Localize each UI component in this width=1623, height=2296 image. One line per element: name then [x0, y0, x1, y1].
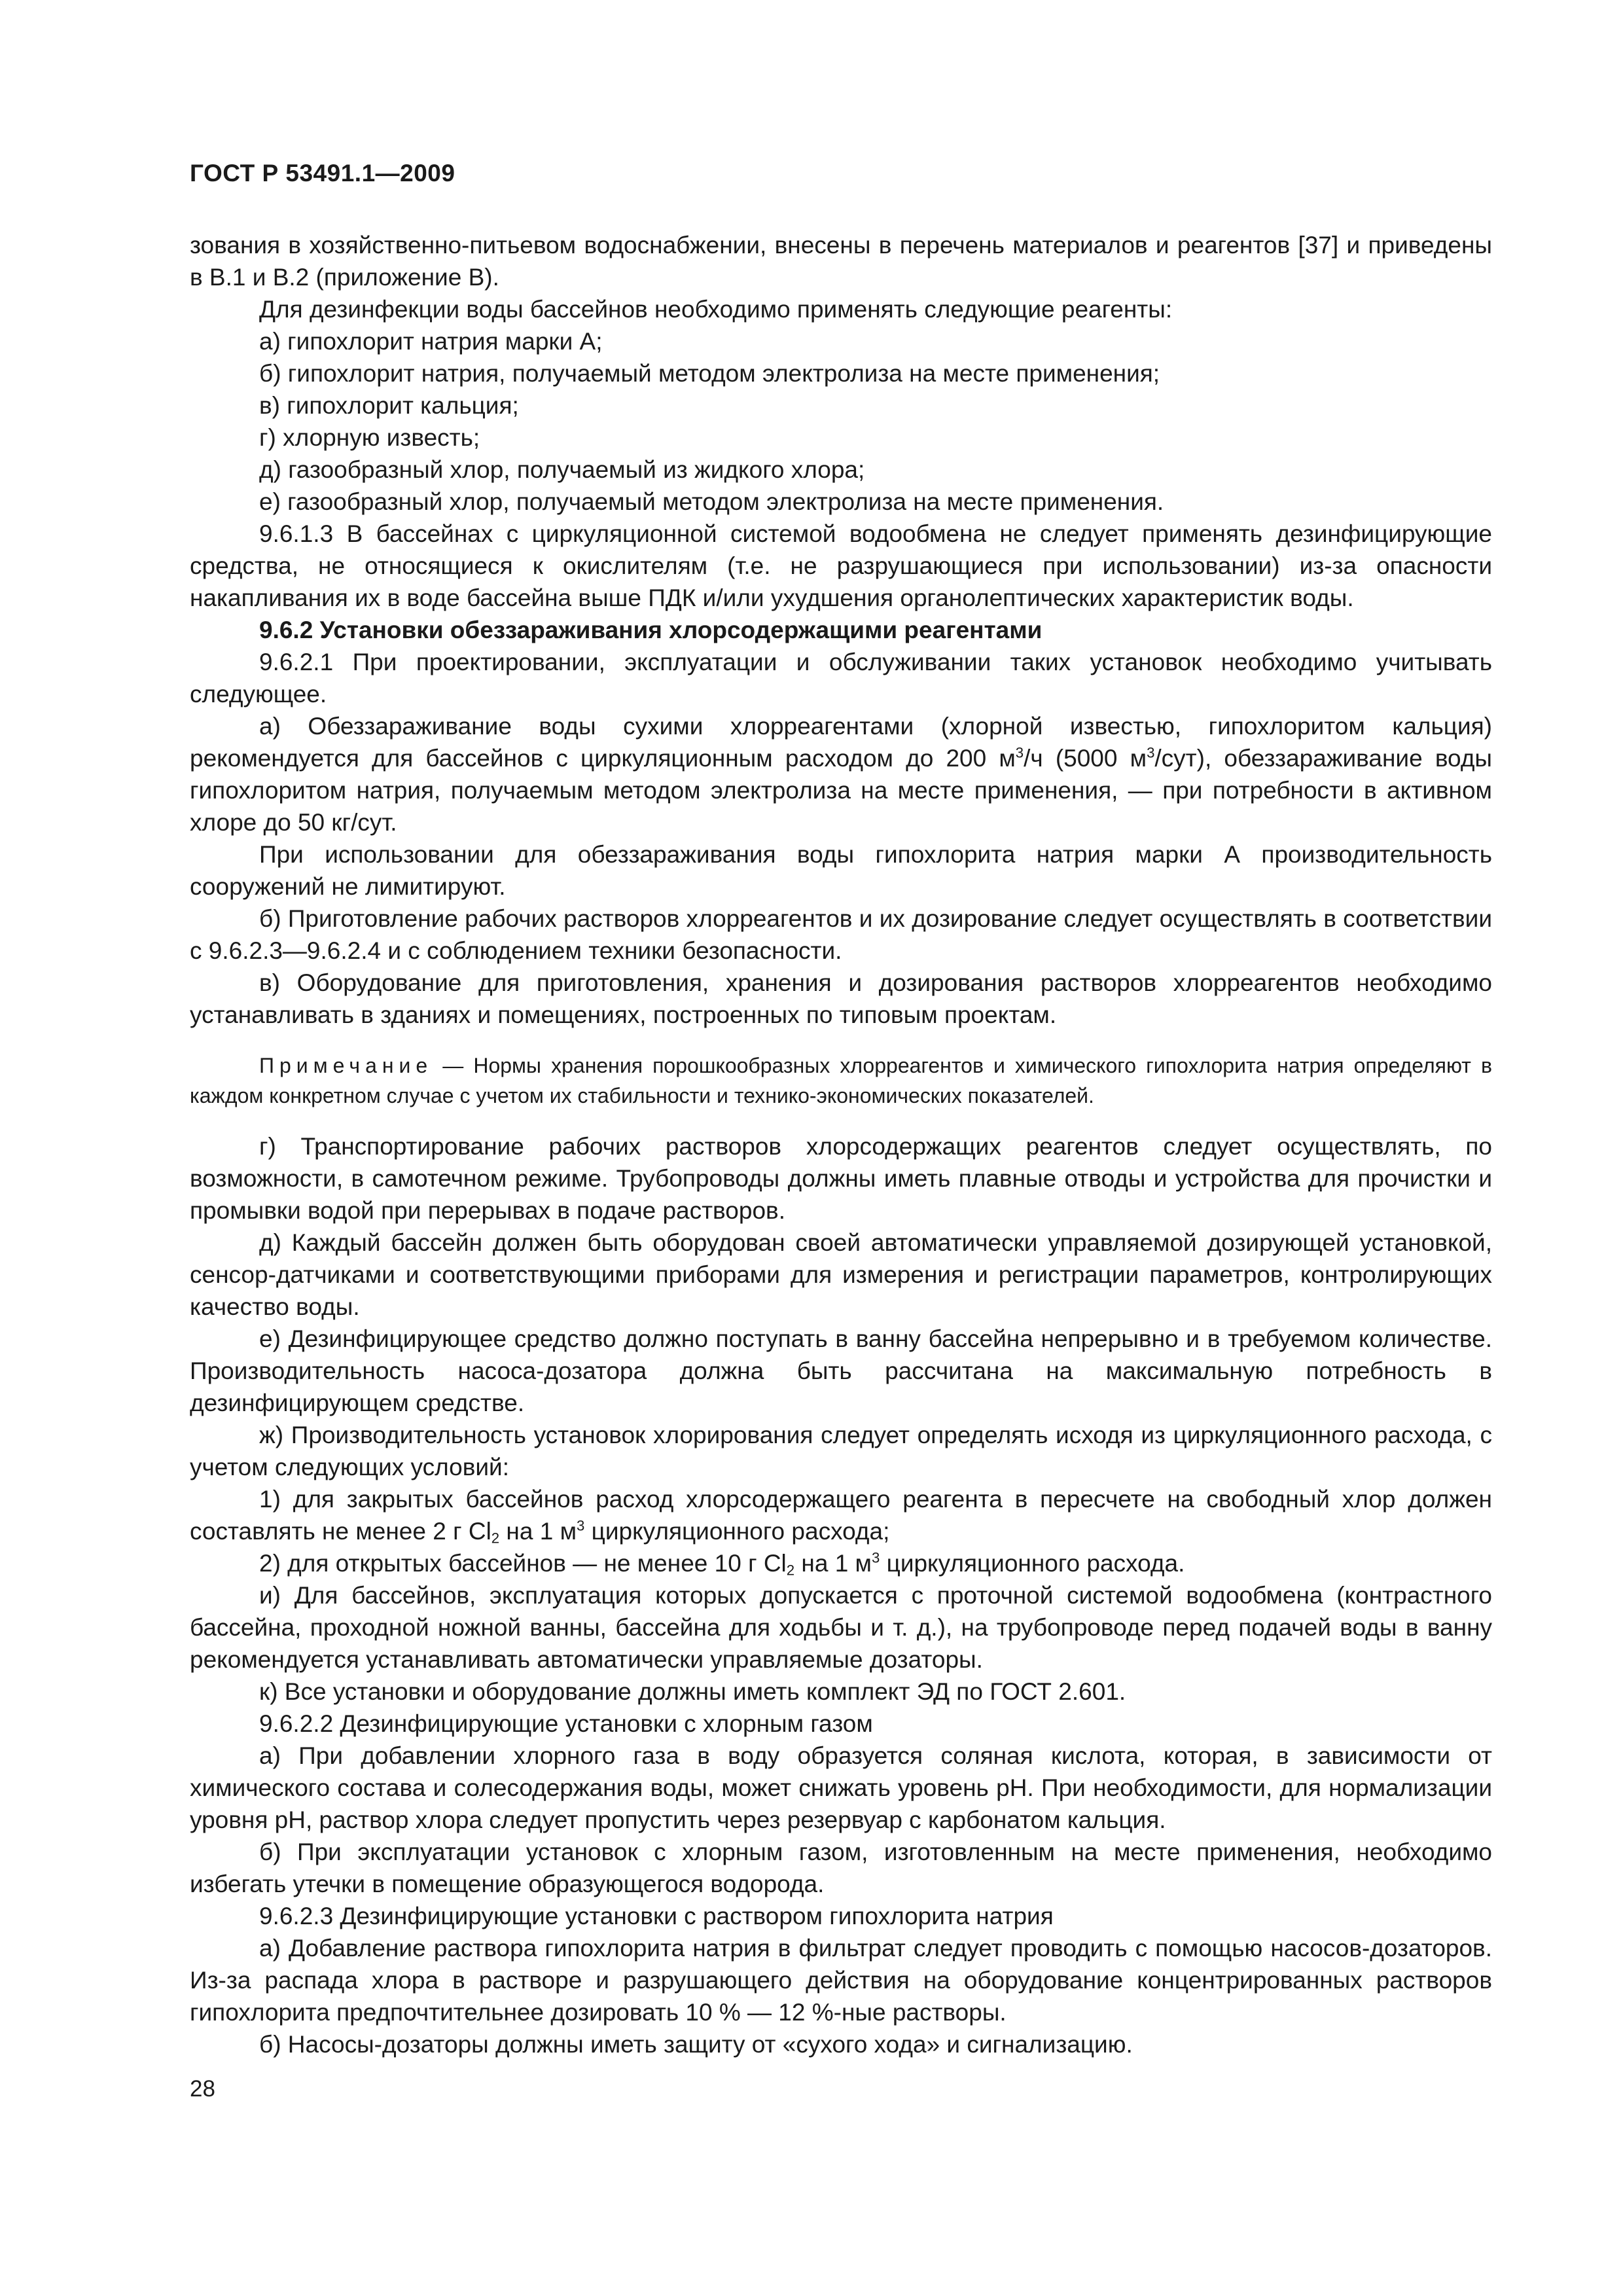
text-run: г) хлорную известь;	[259, 424, 480, 451]
paragraph	[190, 838, 1492, 903]
paragraph	[190, 1740, 1492, 1836]
paragraph	[190, 293, 1492, 325]
text-run: д) газообразный хлор, получаемый из жидкого хлора;	[259, 456, 865, 483]
text-run: зования в хозяйственно-питьевом водоснабжении, внесены в перечень материалов и реагентов [37] и приведены в В.1 и В.2 (приложение В).	[190, 232, 1492, 291]
paragraph	[190, 1900, 1492, 1932]
subscript: 2	[786, 1562, 795, 1579]
text-run: 9.6.2.3 Дезинфицирующие установки с раствором гипохлорита натрия	[259, 1903, 1054, 1929]
text-run: 9.6.2 Установки обеззараживания хлорсодержащими реагентами	[259, 617, 1043, 643]
text-run: д) Каждый бассейн должен быть оборудован своей автоматически управляемой дозирующей установкой, сенсор-датчиками и соответствующими приборами для измерения и регистрации параметров, контролирующих качество воды.	[190, 1229, 1492, 1320]
text-run: 9.6.2.2 Дезинфицирующие установки с хлорным газом	[259, 1710, 873, 1737]
text-run: и) Для бассейнов, эксплуатация которых допускается с проточной системой водообмена (контрастного бассейна, проходной ножной ванны, бассейна для ходьбы и т. д.), на трубопроводе перед подачей воды в ванну рекомендуется устанавливать автоматически управляемые дозаторы.	[190, 1582, 1492, 1673]
superscript: 3	[872, 1549, 880, 1566]
paragraph	[190, 325, 1492, 357]
note	[190, 1050, 1492, 1111]
text-run: Для дезинфекции воды бассейнов необходимо применять следующие реагенты:	[259, 296, 1173, 323]
paragraph	[190, 1483, 1492, 1547]
text-run: /сут), обеззараживание воды гипохлоритом натрия, получаемым методом электролиза на месте применения, — при потребности в активном хлоре до 50 кг/сут.	[190, 745, 1493, 836]
paragraph	[190, 422, 1492, 454]
text-run: в) гипохлорит кальция;	[259, 392, 519, 419]
text-run: а) гипохлорит натрия марки А;	[259, 328, 603, 355]
text-run: /ч (5000 м	[1024, 745, 1147, 772]
text-run: При использовании для обеззараживания воды гипохлорита натрия марки А производительность сооружений не лимитируют.	[190, 841, 1492, 900]
text-run: б) Приготовление рабочих растворов хлорреагентов и их дозирование следует осуществлять в соответствии с 9.6.2.3—9.6.2.4 и с соблюдением техники безопасности.	[190, 905, 1492, 964]
paragraphs-before-note	[190, 229, 1492, 1031]
paragraph	[190, 1227, 1492, 1323]
text-run: ж) Производительность установок хлорирования следует определять исходя из циркуляционного расхода, с учетом следующих условий:	[190, 1422, 1492, 1480]
paragraphs-after-note	[190, 1130, 1492, 2060]
superscript: 3	[1015, 744, 1024, 761]
paragraph	[190, 518, 1492, 614]
document-header: ГОСТ Р 53491.1—2009	[190, 160, 455, 187]
text-run: 9.6.1.3 В бассейнах с циркуляционной системой водообмена не следует применять дезинфицирующие средства, не относящиеся к окислителям (т.е. не разрушающиеся при использовании) из-за опасности накапливания их в воде бассейна выше ПДК и/или ухудшения органолептических характеристик воды.	[190, 520, 1492, 611]
paragraph	[190, 1130, 1492, 1227]
superscript: 3	[1147, 744, 1155, 761]
paragraph	[190, 903, 1492, 967]
paragraph	[190, 454, 1492, 486]
paragraph	[190, 486, 1492, 518]
text-run: г) Транспортирование рабочих растворов хлорсодержащих реагентов следует осуществлять, по возможности, в самотечном режиме. Трубопроводы должны иметь плавные отводы и устройства для прочистки и промывки водой при перерывах в подаче растворов.	[190, 1133, 1492, 1224]
text-run: 1) для закрытых бассейнов расход хлорсодержащего реагента в пересчете на свободный хлор должен составлять не менее 2 г Cl	[190, 1486, 1492, 1545]
text-run: б) При эксплуатации установок с хлорным газом, изготовленным на месте применения, необходимо избегать утечки в помещение образующегося водорода.	[190, 1839, 1492, 1897]
text-run: циркуляционного расхода;	[584, 1518, 890, 1545]
text-run: в) Оборудование для приготовления, хранения и дозирования растворов хлорреагентов необходимо устанавливать в зданиях и помещениях, построенных по типовым проектам.	[190, 969, 1492, 1028]
paragraph	[190, 646, 1492, 710]
note-label: Примечание	[259, 1054, 433, 1077]
text-run: б) Насосы-дозаторы должны иметь защиту от «сухого хода» и сигнализацию.	[259, 2031, 1133, 2058]
paragraph	[190, 710, 1492, 838]
paragraph	[190, 1323, 1492, 1419]
document-body	[190, 229, 1492, 2060]
paragraph	[190, 1932, 1492, 2028]
paragraph	[190, 967, 1492, 1031]
page-number: 28	[190, 2076, 215, 2102]
section-heading	[190, 614, 1492, 646]
paragraph	[190, 1579, 1492, 1676]
text-run: циркуляционного расхода.	[880, 1550, 1185, 1577]
text-run: 2) для открытых бассейнов — не менее 10 г Cl	[259, 1550, 787, 1577]
text-run: а) При добавлении хлорного газа в воду образуется соляная кислота, которая, в зависимости от химического состава и солесодержания воды, может снижать уровень pH. При необходимости, для нормализации уровня pH, раствор хлора следует пропустить через резервуар с карбонатом кальция.	[190, 1742, 1492, 1833]
text-run: на 1 м	[794, 1550, 872, 1577]
paragraph	[190, 229, 1492, 293]
text-run: е) Дезинфицирующее средство должно поступать в ванну бассейна непрерывно и в требуемом количестве. Производительность насоса-дозатора должна быть рассчитана на максимальную потребность в дезинфицирующем средстве.	[190, 1325, 1492, 1416]
text-run: к) Все установки и оборудование должны иметь комплект ЭД по ГОСТ 2.601.	[259, 1678, 1126, 1705]
text-run: а) Добавление раствора гипохлорита натрия в фильтрат следует проводить с помощью насосов-дозаторов. Из-за распада хлора в растворе и разрушающего действия на оборудование концентрированных растворов гипохлорита предпочтительнее дозировать 10 % — 12 %-ные растворы.	[190, 1935, 1492, 2026]
text-run: а) Обеззараживание воды сухими хлорреагентами (хлорной известью, гипохлоритом кальция) рекомендуется для бассейнов с циркуляционным расходом до 200 м	[190, 713, 1492, 772]
paragraph	[190, 1836, 1492, 1900]
paragraph	[190, 389, 1492, 422]
paragraph	[190, 1676, 1492, 1708]
text-run: б) гипохлорит натрия, получаемый методом электролиза на месте применения;	[259, 360, 1160, 387]
paragraph	[190, 2028, 1492, 2060]
paragraph	[190, 1419, 1492, 1483]
paragraph	[190, 1547, 1492, 1579]
paragraph	[190, 357, 1492, 389]
text-run: на 1 м	[499, 1518, 577, 1545]
superscript: 3	[577, 1517, 585, 1534]
text-run: е) газообразный хлор, получаемый методом электролиза на месте применения.	[259, 488, 1164, 515]
subscript: 2	[491, 1530, 500, 1547]
text-run: 9.6.2.1 При проектировании, эксплуатации и обслуживании таких установок необходимо учитывать следующее.	[190, 649, 1492, 708]
paragraph	[190, 1708, 1492, 1740]
note-text: — Нормы хранения порошкообразных хлорреагентов и химического гипохлорита натрия определяют в каждом конкретном случае с учетом их стабильности и технико-экономических показателей.	[190, 1054, 1493, 1107]
